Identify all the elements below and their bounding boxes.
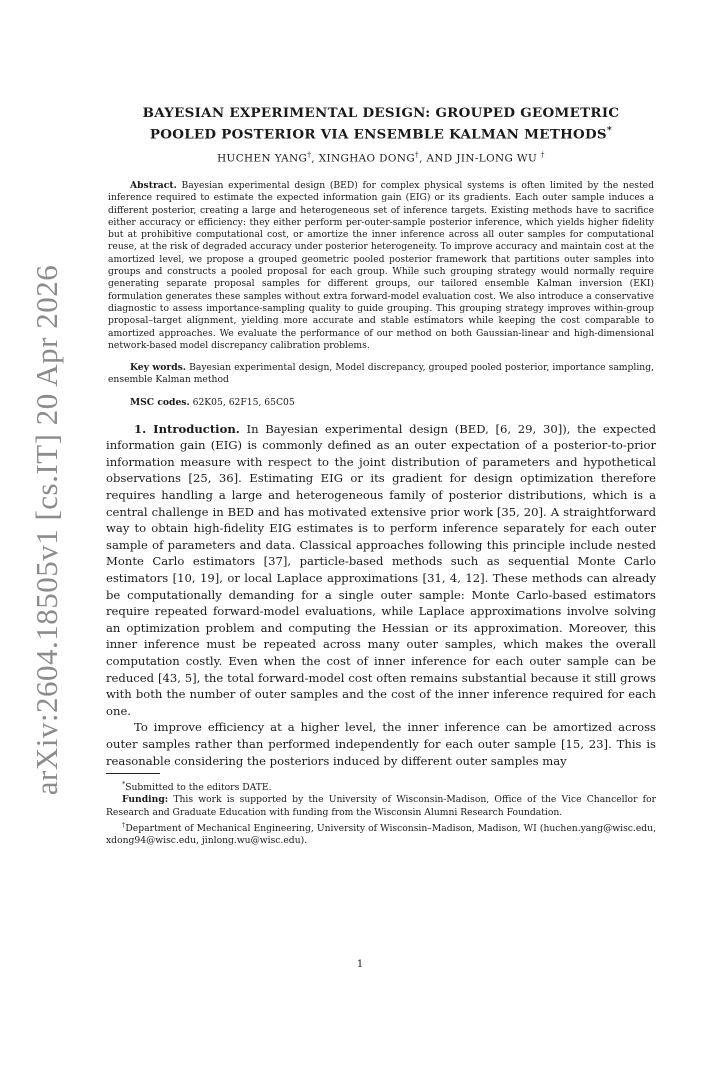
author-1: HUCHEN YANG <box>217 152 308 165</box>
footnote-submitted <box>106 778 656 794</box>
title-footnote-mark: * <box>606 125 613 136</box>
paper-title <box>106 105 656 143</box>
intro-paragraph-1 <box>106 421 656 720</box>
intro-paragraph-1-text: In Bayesian experimental design (BED, [6, 29, 30]), the expected information gain (EIG) is commonly defined as an outer expectation of a posterior-to-prior information measure with respect to the joint distribution of parameters and hypothetical observations [25, 36]. Estimating EIG or its gradient for design optimization therefore requires handling a large and heterogeneous family of posterior distributions, which is a central challenge in BED and has motivated extensive prior work [35, 20]. A straightforward way to obtain high-fidelity EIG estimates is to perform inference separately for each outer sample of parameters and data. Classical approaches following this principle include nested Monte Carlo estimators [37], particle-based methods such as sequential Monte Carlo estimators [10, 19], or local Laplace approximations [31, 4, 12]. These methods can already be computationally demanding for a single outer sample: Monte Carlo-based estimators require repeated forward-model evaluations, while Laplace approximations involve solving an optimization problem and computing the Hessian or its approximation. Moreover, this inner inference must be repeated across many outer samples, which makes the overall computation costly. Even when the cost of inner inference for each outer sample can be reduced [43, 5], the total forward-model cost often remains substantial because it still grows with both the number of outer samples and the cost of the inner inference required for each one. <box>106 421 657 718</box>
footnote-affiliation-mark: † <box>122 820 126 829</box>
author-separator: , AND <box>419 152 457 165</box>
msc-text: 62K05, 62F15, 65C05 <box>192 396 295 408</box>
funding-label: Funding: <box>122 794 169 806</box>
intro-paragraph-2: To improve efficiency at a higher level, the inner inference can be amortized across outer samples rather than performed independently for each outer sample [15, 23]. This is reasonable considering the posteriors induced by different outer samples may <box>106 720 656 768</box>
title-line-1: BAYESIAN EXPERIMENTAL DESIGN: GROUPED GEOMETRIC <box>142 105 620 121</box>
abstract-text: Bayesian experimental design (BED) for complex physical systems is often limited by the nested inference required to estimate the expected information gain (EIG) or its gradients. Each outer sample induces a different posterior, creating a large and heterogeneous set of inference targets. Existing methods have to sacrifice either accuracy or efficiency: they either perform per-outer-sample posterior inference, which yields higher fidelity but at prohibitive computational cost, or amortize the inner inference across all outer samples for computational reuse, at the risk of degraded accuracy under posterior heterogeneity. To improve accuracy and maintain cost at the amortized level, we propose a grouped geometric pooled posterior framework that partitions outer samples into groups and constructs a pooled proposal for each group. While such grouping strategy would normally require generating separate proposal samples for different groups, our tailored ensemble Kalman inversion (EKI) formulation generates these samples without extra forward-model evaluation cost. We also introduce a conservative diagnostic to assess importance-sampling quality to guide grouping. This grouping strategy improves within-group proposal–target alignment, yielding more accurate and stable estimators while keeping the cost comparable to amortized approaches. We evaluate the performance of our method on both Gaussian-linear and high-dimensional network-based model discrepancy calibration problems. <box>108 179 654 351</box>
introduction-section <box>106 421 656 769</box>
author-1-dagger: † <box>307 150 312 160</box>
arxiv-identifier-text: arXiv:2604.18505v1 [cs.IT] 20 Apr 2026 <box>29 264 64 796</box>
footnotes <box>106 778 656 847</box>
abstract <box>106 180 656 352</box>
footnote-submitted-text: Submitted to the editors DATE. <box>125 782 272 794</box>
author-3: JIN-LONG WU <box>456 152 538 165</box>
abstract-label: Abstract. <box>130 179 177 191</box>
keywords <box>106 362 656 387</box>
author-2-dagger: † <box>415 150 420 160</box>
footnote-affiliation <box>106 819 656 847</box>
arxiv-identifier-stamp <box>22 264 72 796</box>
msc-codes <box>106 397 656 408</box>
page-number: 1 <box>356 959 364 970</box>
author-list: HUCHEN YANG†, XINGHAO DONG†, AND JIN-LONG WU † <box>217 150 545 165</box>
keywords-label: Key words. <box>130 362 187 374</box>
funding-text: This work is supported by the University of Wisconsin-Madison, Office of the Vice Chancellor for Research and Graduate Education with funding from the Wisconsin Alumni Research Foundation. <box>106 794 656 818</box>
msc-label: MSC codes. <box>130 396 190 408</box>
author-2: XINGHAO DONG <box>318 152 416 165</box>
footnote-submitted-mark: * <box>122 780 126 789</box>
keywords-text: Bayesian experimental design, Model discrepancy, grouped pooled posterior, importance sampling, ensemble Kalman method <box>108 362 655 386</box>
section-heading: 1. Introduction. <box>134 421 240 436</box>
paper-first-page <box>106 105 656 847</box>
title-line-2: POOLED POSTERIOR VIA ENSEMBLE KALMAN METHODS <box>149 126 607 143</box>
affiliation-text: Department of Mechanical Engineering, University of Wisconsin–Madison, Madison, WI (huchen.yang@wisc.edu, xdong94@wisc.edu, jinlong.wu@wisc.edu). <box>106 822 657 847</box>
author-3-dagger: † <box>540 150 545 160</box>
footnote-rule <box>106 773 160 774</box>
footnote-funding <box>106 794 656 818</box>
